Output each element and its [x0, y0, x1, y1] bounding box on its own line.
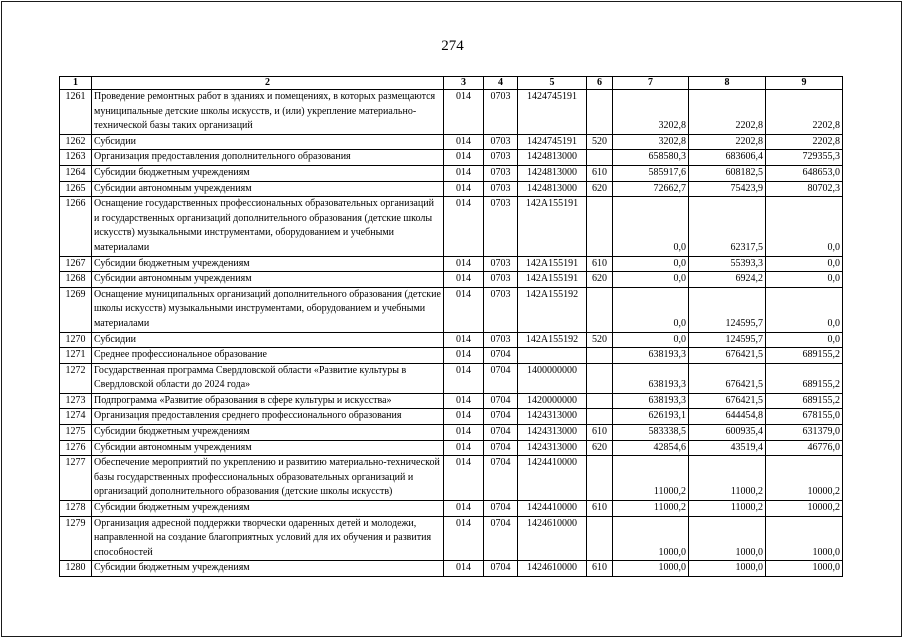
column-7-value-cell: 0,0 [613, 287, 689, 332]
column-6-cell [587, 348, 613, 364]
column-8-value-cell: 608182,5 [689, 165, 766, 181]
column-5-cell: 142A155191 [518, 197, 587, 256]
table-row [60, 516, 843, 561]
column-9-value-cell: 689155,2 [766, 363, 843, 393]
item-name-cell: Субсидии автономным учреждениям [92, 440, 444, 456]
column-6-cell [587, 516, 613, 561]
column-8-value-cell: 11000,2 [689, 501, 766, 517]
column-5-cell [518, 348, 587, 364]
table-row [60, 197, 843, 256]
column-7-value-cell: 3202,8 [613, 90, 689, 135]
column-6-cell: 520 [587, 332, 613, 348]
column-9-value-cell: 1000,0 [766, 516, 843, 561]
column-7-value-cell: 1000,0 [613, 516, 689, 561]
table-row [60, 456, 843, 501]
column-3-cell: 014 [444, 516, 484, 561]
item-name-cell: Подпрограмма «Развитие образования в сфере культуры и искусства» [92, 393, 444, 409]
column-8-value-cell: 600935,4 [689, 425, 766, 441]
table-row [60, 272, 843, 288]
column-7-value-cell: 626193,1 [613, 409, 689, 425]
column-6-cell: 610 [587, 256, 613, 272]
row-number-cell: 1277 [60, 456, 92, 501]
column-3-cell: 014 [444, 561, 484, 577]
row-number-cell: 1267 [60, 256, 92, 272]
column-7-value-cell: 638193,3 [613, 348, 689, 364]
column-5-cell: 1424745191 [518, 90, 587, 135]
column-3-cell: 014 [444, 501, 484, 517]
row-number-cell: 1275 [60, 425, 92, 441]
item-name-cell: Организация предоставления дополнительного образования [92, 150, 444, 166]
column-7-value-cell: 0,0 [613, 332, 689, 348]
table-header-row [60, 77, 843, 90]
column-7-value-cell: 638193,3 [613, 393, 689, 409]
column-6-cell: 620 [587, 440, 613, 456]
table-row [60, 256, 843, 272]
column-4-cell: 0703 [484, 332, 518, 348]
column-3-cell: 014 [444, 348, 484, 364]
column-6-cell: 610 [587, 501, 613, 517]
row-number-cell: 1280 [60, 561, 92, 577]
table-row [60, 348, 843, 364]
column-5-cell: 1424313000 [518, 409, 587, 425]
table-body [60, 90, 843, 577]
item-name-cell: Субсидии [92, 332, 444, 348]
column-6-cell: 520 [587, 134, 613, 150]
column-5-cell: 142A155191 [518, 272, 587, 288]
column-4-cell: 0703 [484, 165, 518, 181]
column-4-cell: 0704 [484, 363, 518, 393]
row-number-cell: 1262 [60, 134, 92, 150]
table-row [60, 134, 843, 150]
column-3-cell: 014 [444, 287, 484, 332]
column-3-cell: 014 [444, 90, 484, 135]
column-header: 8 [689, 77, 766, 90]
item-name-cell: Субсидии бюджетным учреждениям [92, 256, 444, 272]
column-6-cell: 610 [587, 165, 613, 181]
column-9-value-cell: 0,0 [766, 256, 843, 272]
column-7-value-cell: 0,0 [613, 197, 689, 256]
column-5-cell: 1424813000 [518, 165, 587, 181]
column-7-value-cell: 3202,8 [613, 134, 689, 150]
item-name-cell: Среднее профессиональное образование [92, 348, 444, 364]
table-row [60, 150, 843, 166]
column-3-cell: 014 [444, 425, 484, 441]
column-8-value-cell: 2202,8 [689, 134, 766, 150]
column-7-value-cell: 0,0 [613, 272, 689, 288]
column-5-cell: 1424813000 [518, 150, 587, 166]
column-5-cell: 1420000000 [518, 393, 587, 409]
item-name-cell: Субсидии бюджетным учреждениям [92, 425, 444, 441]
column-9-value-cell: 631379,0 [766, 425, 843, 441]
column-6-cell [587, 363, 613, 393]
item-name-cell: Обеспечение мероприятий по укреплению и развитию материально-технической базы государственных профессиональных образовательных организаций и организаций дополнительного образования (детские школы искусств) [92, 456, 444, 501]
column-4-cell: 0704 [484, 516, 518, 561]
column-3-cell: 014 [444, 409, 484, 425]
item-name-cell: Оснащение государственных профессиональных образовательных организаций и государственных организаций дополнительного образования (детские школы искусств) музыкальными инструментами, оборудованием и учебными материалами [92, 197, 444, 256]
column-9-value-cell: 0,0 [766, 332, 843, 348]
row-number-cell: 1276 [60, 440, 92, 456]
budget-table [59, 76, 843, 577]
column-9-value-cell: 80702,3 [766, 181, 843, 197]
column-5-cell: 1424410000 [518, 501, 587, 517]
column-6-cell [587, 150, 613, 166]
column-8-value-cell: 2202,8 [689, 90, 766, 135]
column-4-cell: 0704 [484, 501, 518, 517]
column-4-cell: 0703 [484, 90, 518, 135]
column-8-value-cell: 1000,0 [689, 561, 766, 577]
column-6-cell [587, 90, 613, 135]
table-row [60, 181, 843, 197]
item-name-cell: Субсидии автономным учреждениям [92, 272, 444, 288]
row-number-cell: 1271 [60, 348, 92, 364]
column-header: 9 [766, 77, 843, 90]
table-row [60, 409, 843, 425]
column-8-value-cell: 62317,5 [689, 197, 766, 256]
column-6-cell: 610 [587, 425, 613, 441]
column-9-value-cell: 2202,8 [766, 134, 843, 150]
column-4-cell: 0704 [484, 409, 518, 425]
table-row [60, 287, 843, 332]
column-header: 7 [613, 77, 689, 90]
column-3-cell: 014 [444, 393, 484, 409]
column-6-cell: 610 [587, 561, 613, 577]
row-number-cell: 1261 [60, 90, 92, 135]
column-3-cell: 014 [444, 272, 484, 288]
column-4-cell: 0703 [484, 134, 518, 150]
column-3-cell: 014 [444, 134, 484, 150]
column-8-value-cell: 676421,5 [689, 348, 766, 364]
column-4-cell: 0703 [484, 197, 518, 256]
column-9-value-cell: 1000,0 [766, 561, 843, 577]
column-9-value-cell: 729355,3 [766, 150, 843, 166]
column-5-cell: 142A155192 [518, 332, 587, 348]
column-9-value-cell: 10000,2 [766, 456, 843, 501]
column-4-cell: 0704 [484, 440, 518, 456]
column-5-cell: 1424745191 [518, 134, 587, 150]
row-number-cell: 1268 [60, 272, 92, 288]
column-3-cell: 014 [444, 440, 484, 456]
column-3-cell: 014 [444, 150, 484, 166]
table-row [60, 165, 843, 181]
column-7-value-cell: 583338,5 [613, 425, 689, 441]
column-9-value-cell: 0,0 [766, 272, 843, 288]
column-8-value-cell: 676421,5 [689, 363, 766, 393]
column-8-value-cell: 124595,7 [689, 287, 766, 332]
column-5-cell: 1424813000 [518, 181, 587, 197]
column-8-value-cell: 676421,5 [689, 393, 766, 409]
column-9-value-cell: 0,0 [766, 287, 843, 332]
column-4-cell: 0704 [484, 561, 518, 577]
row-number-cell: 1279 [60, 516, 92, 561]
column-4-cell: 0703 [484, 181, 518, 197]
item-name-cell: Субсидии [92, 134, 444, 150]
column-4-cell: 0704 [484, 348, 518, 364]
column-6-cell [587, 287, 613, 332]
column-header: 2 [92, 77, 444, 90]
column-3-cell: 014 [444, 363, 484, 393]
column-5-cell: 142A155191 [518, 256, 587, 272]
column-7-value-cell: 11000,2 [613, 501, 689, 517]
column-8-value-cell: 55393,3 [689, 256, 766, 272]
column-header: 1 [60, 77, 92, 90]
table-row [60, 90, 843, 135]
item-name-cell: Субсидии бюджетным учреждениям [92, 165, 444, 181]
column-6-cell [587, 393, 613, 409]
column-5-cell: 1424410000 [518, 456, 587, 501]
row-number-cell: 1266 [60, 197, 92, 256]
column-4-cell: 0703 [484, 150, 518, 166]
column-header: 3 [444, 77, 484, 90]
table-row [60, 440, 843, 456]
column-9-value-cell: 2202,8 [766, 90, 843, 135]
column-header: 4 [484, 77, 518, 90]
column-4-cell: 0704 [484, 456, 518, 501]
item-name-cell: Субсидии бюджетным учреждениям [92, 561, 444, 577]
table-row [60, 561, 843, 577]
row-number-cell: 1264 [60, 165, 92, 181]
column-3-cell: 014 [444, 181, 484, 197]
column-8-value-cell: 11000,2 [689, 456, 766, 501]
column-3-cell: 014 [444, 456, 484, 501]
row-number-cell: 1269 [60, 287, 92, 332]
column-4-cell: 0703 [484, 256, 518, 272]
column-9-value-cell: 648653,0 [766, 165, 843, 181]
column-5-cell: 1424610000 [518, 561, 587, 577]
column-7-value-cell: 0,0 [613, 256, 689, 272]
column-8-value-cell: 124595,7 [689, 332, 766, 348]
column-header: 6 [587, 77, 613, 90]
row-number-cell: 1274 [60, 409, 92, 425]
column-9-value-cell: 689155,2 [766, 393, 843, 409]
column-6-cell [587, 197, 613, 256]
column-5-cell: 1424313000 [518, 425, 587, 441]
column-5-cell: 142A155192 [518, 287, 587, 332]
column-5-cell: 1400000000 [518, 363, 587, 393]
row-number-cell: 1263 [60, 150, 92, 166]
column-7-value-cell: 585917,6 [613, 165, 689, 181]
column-9-value-cell: 689155,2 [766, 348, 843, 364]
column-7-value-cell: 638193,3 [613, 363, 689, 393]
item-name-cell: Государственная программа Свердловской области «Развитие культуры в Свердловской области до 2024 года» [92, 363, 444, 393]
column-3-cell: 014 [444, 256, 484, 272]
table-row [60, 425, 843, 441]
row-number-cell: 1272 [60, 363, 92, 393]
item-name-cell: Субсидии автономным учреждениям [92, 181, 444, 197]
column-7-value-cell: 1000,0 [613, 561, 689, 577]
item-name-cell: Проведение ремонтных работ в зданиях и помещениях, в которых размещаются муниципальные детские школы искусств, и (или) укрепление материально-технической базы таких организаций [92, 90, 444, 135]
table-row [60, 363, 843, 393]
column-8-value-cell: 644454,8 [689, 409, 766, 425]
column-8-value-cell: 1000,0 [689, 516, 766, 561]
column-8-value-cell: 683606,4 [689, 150, 766, 166]
row-number-cell: 1273 [60, 393, 92, 409]
column-4-cell: 0703 [484, 272, 518, 288]
column-4-cell: 0704 [484, 425, 518, 441]
column-9-value-cell: 678155,0 [766, 409, 843, 425]
column-9-value-cell: 0,0 [766, 197, 843, 256]
column-8-value-cell: 75423,9 [689, 181, 766, 197]
item-name-cell: Субсидии бюджетным учреждениям [92, 501, 444, 517]
column-4-cell: 0704 [484, 393, 518, 409]
column-7-value-cell: 42854,6 [613, 440, 689, 456]
table-row [60, 501, 843, 517]
column-5-cell: 1424313000 [518, 440, 587, 456]
table-row [60, 332, 843, 348]
column-7-value-cell: 658580,3 [613, 150, 689, 166]
row-number-cell: 1270 [60, 332, 92, 348]
column-4-cell: 0703 [484, 287, 518, 332]
row-number-cell: 1265 [60, 181, 92, 197]
table-row [60, 393, 843, 409]
row-number-cell: 1278 [60, 501, 92, 517]
column-6-cell: 620 [587, 181, 613, 197]
column-header: 5 [518, 77, 587, 90]
column-3-cell: 014 [444, 197, 484, 256]
column-5-cell: 1424610000 [518, 516, 587, 561]
column-8-value-cell: 6924,2 [689, 272, 766, 288]
column-9-value-cell: 10000,2 [766, 501, 843, 517]
column-3-cell: 014 [444, 165, 484, 181]
column-6-cell: 620 [587, 272, 613, 288]
page-number: 274 [441, 38, 464, 54]
column-7-value-cell: 72662,7 [613, 181, 689, 197]
column-7-value-cell: 11000,2 [613, 456, 689, 501]
column-9-value-cell: 46776,0 [766, 440, 843, 456]
item-name-cell: Организация адресной поддержки творчески одаренных детей и молодежи, направленной на создание благоприятных условий для их обучения и развития способностей [92, 516, 444, 561]
column-8-value-cell: 43519,4 [689, 440, 766, 456]
column-3-cell: 014 [444, 332, 484, 348]
column-6-cell [587, 409, 613, 425]
column-6-cell [587, 456, 613, 501]
item-name-cell: Организация предоставления среднего профессионального образования [92, 409, 444, 425]
item-name-cell: Оснащение муниципальных организаций дополнительного образования (детские школы искусств) музыкальными инструментами, оборудованием и учебными материалами [92, 287, 444, 332]
